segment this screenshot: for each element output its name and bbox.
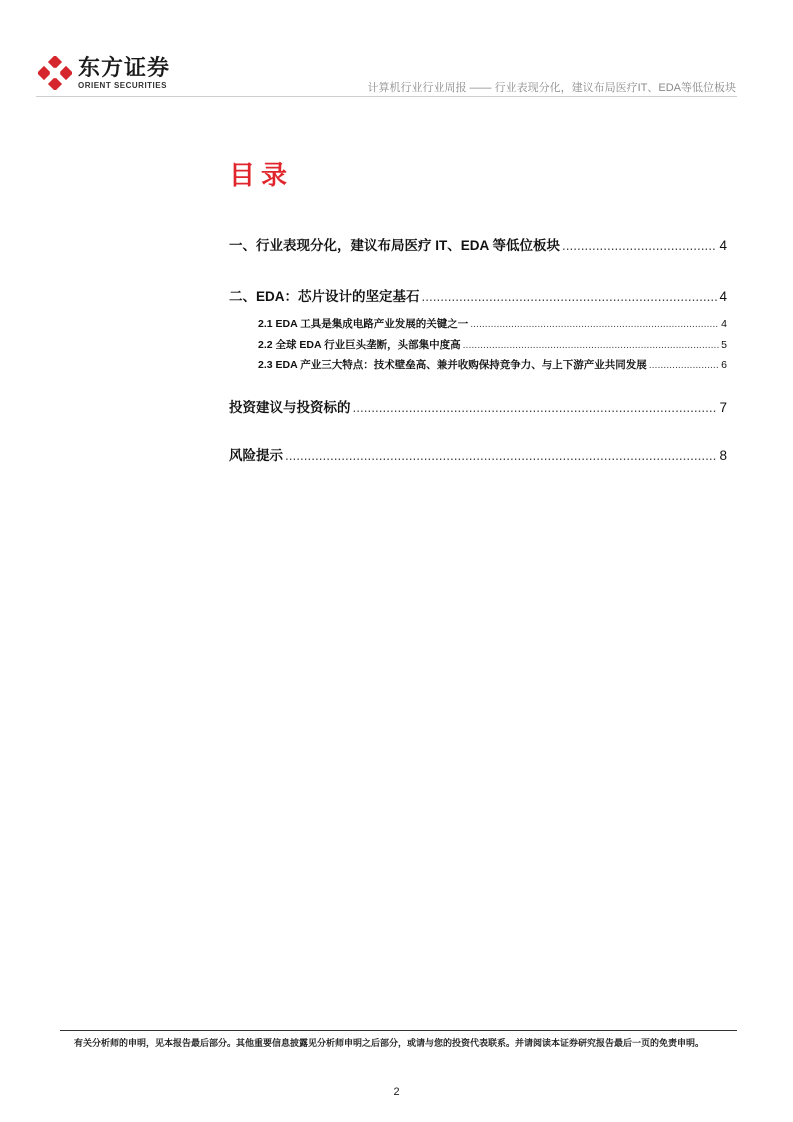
- toc-entry-title: 二、EDA：芯片设计的坚定基石: [229, 289, 420, 304]
- toc-leader-dots: [353, 400, 718, 415]
- toc-leader-dots: [463, 339, 720, 351]
- toc-subentry[interactable]: [258, 316, 727, 331]
- toc-entry-page: 4: [719, 289, 727, 304]
- logo-chinese-name: 东方证券: [78, 54, 171, 80]
- toc-entry-page: 4: [719, 238, 727, 253]
- report-header-title: 计算机行业行业周报 —— 行业表现分化，建议布局医疗IT、EDA等低位板块: [367, 82, 736, 94]
- toc-entry[interactable]: [229, 396, 727, 416]
- header-divider: [36, 96, 737, 97]
- toc-entry[interactable]: [229, 444, 727, 464]
- toc-entry-page: 5: [721, 339, 727, 351]
- toc-entry[interactable]: [229, 234, 727, 254]
- toc-entry-title: 2.3 EDA 产业三大特点：技术壁垒高、兼并收购保持竞争力、与上下游产业共同发展: [258, 359, 647, 371]
- footer-divider: [60, 1030, 737, 1031]
- toc-entry-page: 6: [721, 359, 727, 371]
- toc-subentry[interactable]: [258, 357, 727, 372]
- orient-logo-icon: [38, 56, 72, 90]
- toc-entry-title: 2.1 EDA 工具是集成电路产业发展的关键之一: [258, 318, 469, 330]
- toc-entry-title: 投资建议与投资标的: [229, 400, 351, 415]
- toc-entry-title: 一、行业表现分化，建议布局医疗 IT、EDA 等低位板块: [229, 238, 560, 253]
- company-logo: [38, 56, 170, 90]
- toc-leader-dots: [285, 448, 717, 463]
- toc-entry-page: 4: [721, 318, 727, 330]
- toc-entry-page: 7: [719, 400, 727, 415]
- toc-entry-page: 8: [719, 448, 727, 463]
- logo-english-name: ORIENT SECURITIES: [78, 80, 167, 90]
- toc-subentry[interactable]: [258, 337, 727, 352]
- toc-leader-dots: [470, 318, 719, 330]
- toc-entry-title: 2.2 全球 EDA 行业巨头垄断，头部集中度高: [258, 339, 461, 351]
- page-number: 2: [393, 1086, 400, 1098]
- toc-entry-title: 风险提示: [229, 448, 283, 463]
- toc-leader-dots: [422, 289, 718, 304]
- toc-heading: 目录: [229, 160, 294, 190]
- toc-entry[interactable]: [229, 285, 727, 305]
- toc-leader-dots: [562, 238, 717, 253]
- footer-disclaimer: 有关分析师的申明，见本报告最后部分。其他重要信息披露见分析师申明之后部分，或请与您的投资代表联系。并请阅读本证券研究报告最后一页的免责申明。: [74, 1038, 705, 1048]
- toc-leader-dots: [649, 359, 719, 371]
